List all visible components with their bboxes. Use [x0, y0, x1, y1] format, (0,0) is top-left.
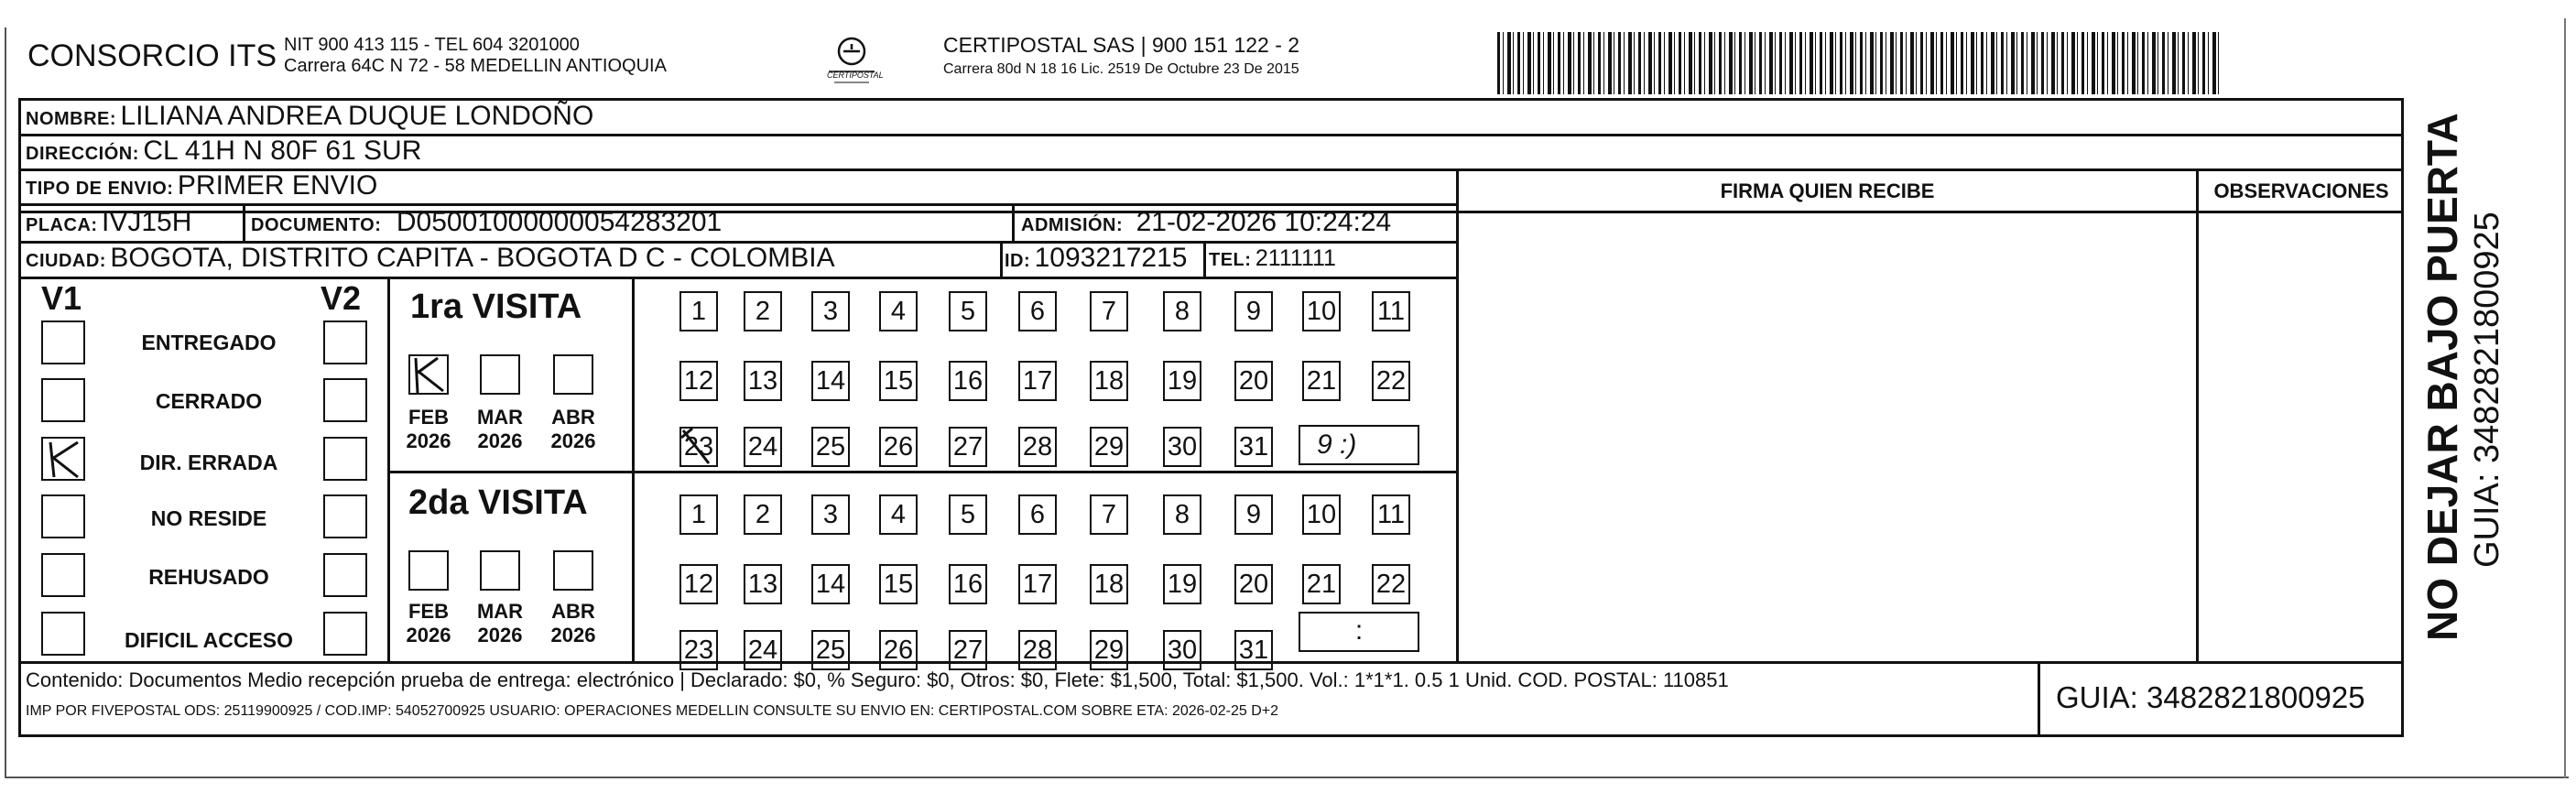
courier-address: Carrera 80d N 18 16 Lic. 2519 De Octubre 23 De 2015	[943, 61, 1299, 77]
visit2-day-26[interactable]: 26	[879, 630, 918, 670]
admision-value: 21-02-2026 10:24:24	[1136, 207, 1392, 237]
direccion-label: DIRECCIÓN:	[26, 144, 139, 164]
admision-row	[1021, 207, 1391, 238]
visit1-title: 1ra VISITA	[410, 288, 582, 326]
visit2-month-mar: MAR 2026	[476, 600, 524, 646]
courier-info	[943, 33, 1299, 78]
visit1-day-3[interactable]: 3	[811, 291, 850, 331]
visit1-day-10[interactable]: 10	[1302, 291, 1341, 331]
id-row	[1005, 243, 1187, 274]
visit1-day-6[interactable]: 6	[1018, 291, 1057, 331]
visit2-day-13[interactable]: 13	[744, 564, 782, 604]
v1-no-reside-checkbox[interactable]	[41, 494, 85, 538]
visit1-day-18[interactable]: 18	[1090, 361, 1128, 401]
visit2-day-15[interactable]: 15	[879, 564, 918, 604]
visit1-day-14[interactable]: 14	[811, 361, 850, 401]
visit2-day-29[interactable]: 29	[1090, 630, 1128, 670]
visit1-day-31[interactable]: 31	[1234, 427, 1273, 467]
strike-mark-icon	[679, 427, 718, 467]
visit2-mar-checkbox[interactable]	[480, 550, 520, 591]
direccion-value: CL 41H N 80F 61 SUR	[143, 136, 422, 166]
check-mark-icon	[43, 439, 83, 479]
page-edge-left	[5, 27, 6, 778]
documento-row	[251, 207, 722, 238]
nombre-label: NOMBRE:	[26, 109, 117, 129]
visit2-day-14[interactable]: 14	[811, 564, 850, 604]
visit1-month-abr: ABR 2026	[550, 406, 596, 452]
company-info	[284, 35, 667, 77]
visit2-day-8[interactable]: 8	[1163, 494, 1201, 535]
visit2-day-28[interactable]: 28	[1018, 630, 1057, 670]
tel-row	[1209, 245, 1336, 272]
visit1-time-field[interactable]: 9 :)	[1299, 425, 1419, 465]
id-value: 1093217215	[1034, 243, 1188, 273]
visit1-month-feb: FEB 2026	[406, 406, 451, 452]
observaciones-area[interactable]	[2202, 220, 2399, 650]
tipo-row	[26, 170, 377, 201]
side-guia: GUIA: 3482821800925	[2468, 212, 2506, 568]
visit2-day-24[interactable]: 24	[744, 630, 782, 670]
visit1-day-2[interactable]: 2	[744, 291, 782, 331]
visit2-day-18[interactable]: 18	[1090, 564, 1128, 604]
visit1-day-5[interactable]: 5	[949, 291, 987, 331]
visit2-day-5[interactable]: 5	[949, 494, 987, 535]
status-cerrado: CERRADO	[155, 389, 263, 413]
visit2-day-23[interactable]: 23	[679, 630, 718, 670]
v1-entregado-checkbox[interactable]	[41, 320, 85, 364]
status-entregado: ENTREGADO	[141, 331, 277, 354]
page-edge-bottom	[5, 777, 2569, 778]
visit2-day-31[interactable]: 31	[1234, 630, 1273, 670]
visit2-day-27[interactable]: 27	[949, 630, 987, 670]
visit2-day-7[interactable]: 7	[1090, 494, 1128, 535]
visit1-day-26[interactable]: 26	[879, 427, 918, 467]
visit1-day-28[interactable]: 28	[1018, 427, 1057, 467]
status-dir-errada: DIR. ERRADA	[139, 451, 278, 474]
visit1-feb-checkbox[interactable]	[408, 354, 449, 395]
visit1-day-17[interactable]: 17	[1018, 361, 1057, 401]
v2-entregado-checkbox[interactable]	[323, 320, 367, 364]
id-label: ID:	[1005, 251, 1031, 271]
barcode	[1497, 32, 2221, 94]
documento-value: D05001000000054283201	[396, 207, 723, 237]
certipostal-logo: CERTIPOSTAL	[820, 35, 884, 90]
visit2-title: 2da VISITA	[408, 483, 588, 522]
visit2-day-19[interactable]: 19	[1163, 564, 1201, 604]
visit1-day-29[interactable]: 29	[1090, 427, 1128, 467]
status-no-reside: NO RESIDE	[150, 506, 267, 530]
v2-dificil-acceso-checkbox[interactable]	[323, 612, 367, 656]
ciudad-value: BOGOTA, DISTRITO CAPITA - BOGOTA D C - COLOMBIA	[110, 243, 835, 273]
footer-guia: GUIA: 3482821800925	[2056, 680, 2365, 714]
visit1-month-mar: MAR 2026	[476, 406, 524, 452]
ciudad-row	[26, 243, 835, 274]
courier-name: CERTIPOSTAL SAS | 900 151 122 - 2	[943, 33, 1300, 57]
visit2-day-10[interactable]: 10	[1302, 494, 1341, 535]
v2-label: V2	[321, 279, 362, 317]
visit2-month-feb: FEB 2026	[406, 600, 451, 646]
visit2-day-12[interactable]: 12	[679, 564, 718, 604]
visit1-day-12[interactable]: 12	[679, 361, 718, 401]
firma-area[interactable]	[1465, 220, 2184, 650]
visit1-day-9[interactable]: 9	[1234, 291, 1273, 331]
visit1-day-1[interactable]: 1	[679, 291, 718, 331]
status-rehusado: REHUSADO	[148, 565, 269, 589]
visit1-day-21[interactable]: 21	[1302, 361, 1341, 401]
visit1-day-8[interactable]: 8	[1163, 291, 1201, 331]
tipo-value: PRIMER ENVIO	[177, 170, 378, 201]
page-edge-right	[2564, 18, 2566, 778]
ciudad-label: CIUDAD:	[26, 251, 106, 271]
status-dificil-acceso: DIFICIL ACCESO	[124, 628, 293, 652]
placa-value: IVJ15H	[102, 207, 192, 237]
admision-label: ADMISIÓN:	[1021, 215, 1124, 235]
visit2-day-3[interactable]: 3	[811, 494, 850, 535]
tipo-label: TIPO DE ENVIO:	[26, 179, 174, 199]
visit1-day-4[interactable]: 4	[879, 291, 918, 331]
visit2-day-16[interactable]: 16	[949, 564, 987, 604]
no-dejar-bajo-puerta: NO DEJAR BAJO PUERTA	[2418, 113, 2466, 641]
visit1-day-19[interactable]: 19	[1163, 361, 1201, 401]
v1-rehusado-checkbox[interactable]	[41, 553, 85, 597]
v2-no-reside-checkbox[interactable]	[323, 494, 367, 538]
documento-label: DOCUMENTO:	[251, 215, 382, 235]
footer-content-line: Contenido: Documentos Medio recepción prueba de entrega: electrónico | Declarado: $0, % Seguro: $0, Otros: $0, Flete: $1,500, Total: $1,500. Vol.: 1*1*1. 0.5 1 Unid. COD. POSTAL: 110851	[26, 668, 1729, 691]
visit2-time-field[interactable]: :	[1299, 612, 1419, 652]
direccion-row	[26, 136, 421, 167]
visit2-day-2[interactable]: 2	[744, 494, 782, 535]
visit2-day-30[interactable]: 30	[1163, 630, 1201, 670]
visit1-mar-checkbox[interactable]	[480, 354, 520, 395]
visit1-day-27[interactable]: 27	[949, 427, 987, 467]
v2-cerrado-checkbox[interactable]	[323, 378, 367, 422]
firma-heading: FIRMA QUIEN RECIBE	[1720, 179, 1935, 202]
visit2-feb-checkbox[interactable]	[408, 550, 449, 591]
visit2-day-25[interactable]: 25	[811, 630, 850, 670]
visit2-day-4[interactable]: 4	[879, 494, 918, 535]
nombre-row	[26, 101, 593, 132]
nombre-value: LILIANA ANDREA DUQUE LONDOÑO	[120, 101, 594, 131]
placa-row	[26, 207, 191, 238]
visit2-month-abr: ABR 2026	[550, 600, 596, 646]
visit2-day-22[interactable]: 22	[1372, 564, 1410, 604]
company-nit: NIT 900 413 115 - TEL 604 3201000	[284, 35, 580, 55]
v1-dir-errada-checkbox[interactable]	[41, 437, 85, 481]
visit2-day-1[interactable]: 1	[679, 494, 718, 535]
visit1-abr-checkbox[interactable]	[553, 354, 593, 395]
logo-icon	[820, 35, 884, 90]
observaciones-heading: OBSERVACIONES	[2213, 179, 2389, 202]
v1-dificil-acceso-checkbox[interactable]	[41, 612, 85, 656]
company-address: Carrera 64C N 72 - 58 MEDELLIN ANTIOQUIA	[284, 56, 667, 76]
placa-label: PLACA:	[26, 215, 98, 235]
visit1-day-11[interactable]: 11	[1372, 291, 1410, 331]
footer-print-line: IMP POR FIVEPOSTAL ODS: 25119900925 / COD.IMP: 54052700925 USUARIO: OPERACIONES MEDELLIN CONSULTE SU ENVIO EN: CERTIPOSTAL.COM SOBRE ETA: 2026-02-25 D+2	[26, 703, 1279, 719]
visit2-day-6[interactable]: 6	[1018, 494, 1057, 535]
visit1-day-25[interactable]: 25	[811, 427, 850, 467]
visit2-abr-checkbox[interactable]	[553, 550, 593, 591]
visit2-day-21[interactable]: 21	[1302, 564, 1341, 604]
visit1-day-7[interactable]: 7	[1090, 291, 1128, 331]
tel-value: 2111111	[1255, 245, 1336, 271]
visit2-day-9[interactable]: 9	[1234, 494, 1273, 535]
visit1-day-23[interactable]: 23	[679, 427, 718, 467]
tel-label: TEL:	[1209, 250, 1252, 270]
v2-dir-errada-checkbox[interactable]	[323, 437, 367, 481]
v1-cerrado-checkbox[interactable]	[41, 378, 85, 422]
visit1-day-20[interactable]: 20	[1234, 361, 1273, 401]
visit2-day-20[interactable]: 20	[1234, 564, 1273, 604]
v2-rehusado-checkbox[interactable]	[323, 553, 367, 597]
visit1-day-16[interactable]: 16	[949, 361, 987, 401]
visit1-day-24[interactable]: 24	[744, 427, 782, 467]
visit1-day-15[interactable]: 15	[879, 361, 918, 401]
visit1-day-13[interactable]: 13	[744, 361, 782, 401]
visit1-day-22[interactable]: 22	[1372, 361, 1410, 401]
company-name: CONSORCIO ITS	[27, 38, 277, 73]
visit2-day-11[interactable]: 11	[1372, 494, 1410, 535]
visit1-day-30[interactable]: 30	[1163, 427, 1201, 467]
visit2-day-17[interactable]: 17	[1018, 564, 1057, 604]
check-mark-icon	[410, 356, 447, 393]
v1-label: V1	[41, 279, 82, 317]
